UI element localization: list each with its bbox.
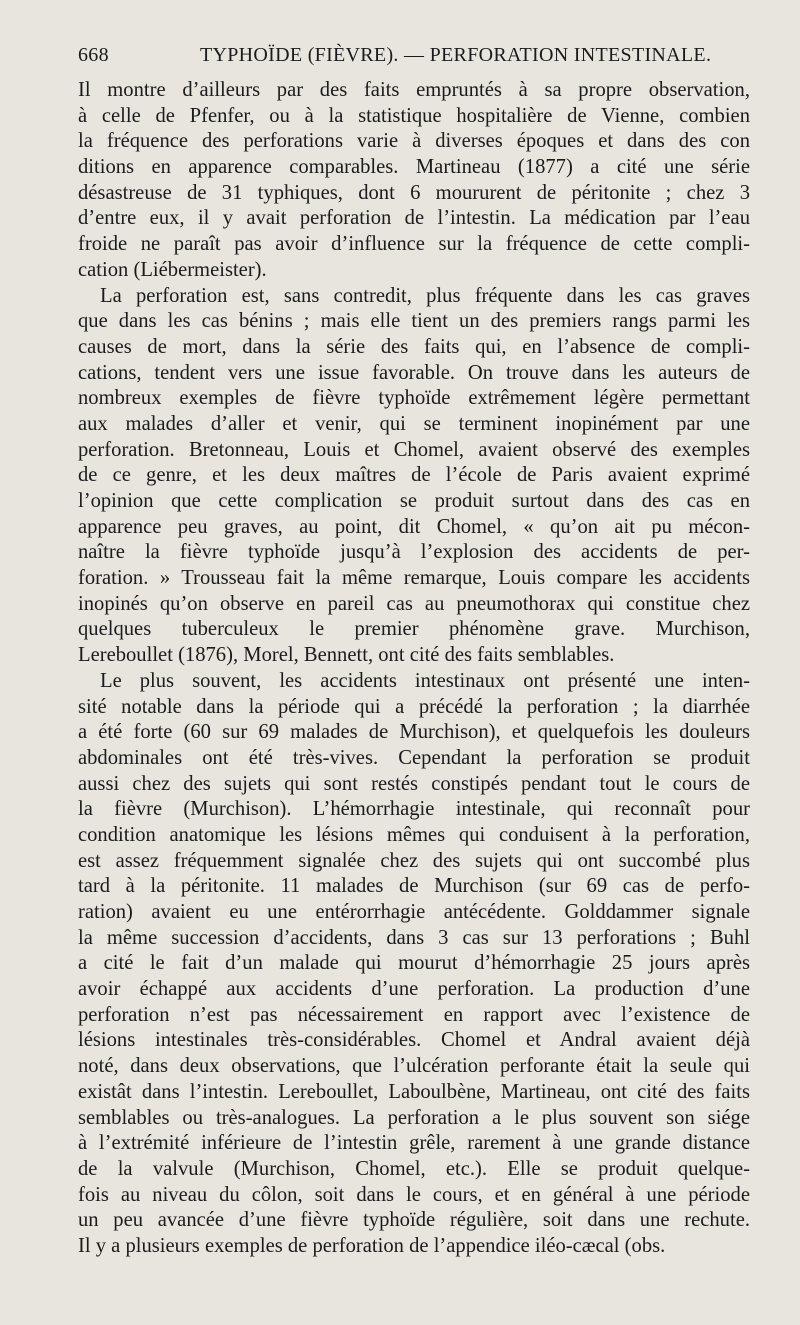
text-line: la fréquence des perforations varie à diverses époques et dans des con — [78, 130, 750, 153]
text-line: la fièvre (Murchison). L’hémorrhagie intestinale, qui reconnaît pour — [78, 798, 750, 821]
text-line: condition anatomique les lésions mêmes qui conduisent à la perforation, — [78, 823, 750, 846]
text-line: à l’extrémité inférieure de l’intestin grêle, rarement à une grande distance — [78, 1132, 750, 1155]
text-line: sité notable dans la période qui a précédé la perforation ; la diarrhée — [78, 695, 750, 718]
text-line: aux malades d’aller et venir, qui se terminent inopinément par une — [78, 412, 750, 435]
paragraph — [78, 284, 750, 669]
text-line: avoir échappé aux accidents d’une perforation. La production d’une — [78, 978, 750, 1001]
text-line: ration) avaient eu une entérorrhagie antécédente. Golddammer signale — [78, 901, 750, 923]
paragraph — [78, 669, 750, 1260]
text-line: causes de mort, dans la série des faits qui, en l’absence de compli- — [78, 335, 750, 358]
text-line: naître la fièvre typhoïde jusqu’à l’explosion des accidents de per- — [78, 541, 750, 564]
text-line: l’opinion que cette complication se produit surtout dans des cas en — [78, 490, 750, 512]
text-line: abdominales ont été très-vives. Cependant la perforation se produit — [78, 746, 750, 769]
text-line: fois au niveau du côlon, soit dans le cours, et en général à une période — [78, 1183, 750, 1206]
text-line: existât dans l’intestin. Lereboullet, Laboulbène, Martineau, ont cité des faits — [78, 1080, 750, 1103]
text-line: désastreuse de 31 typhiques, dont 6 moururent de péritonite ; chez 3 — [78, 181, 750, 204]
text-line: Le plus souvent, les accidents intestinaux ont présenté une inten- — [100, 669, 750, 692]
text-line: foration. » Trousseau fait la même remarque, Louis compare les accidents — [78, 567, 750, 590]
text-line: a cité le fait d’un malade qui mourut d’hémorrhagie 25 jours après — [78, 952, 750, 975]
text-line: Il montre d’ailleurs par des faits empruntés à sa propre observation, — [78, 79, 750, 101]
text-line: Il y a plusieurs exemples de perforation de l’appendice iléo-cæcal (obs. — [78, 1234, 666, 1257]
text-line: aussi chez des sujets qui sont restés constipés pendant tout le cours de — [78, 772, 750, 795]
text-line: La perforation est, sans contredit, plus fréquente dans les cas graves — [100, 284, 750, 307]
text-line: Lereboullet (1876), Morel, Bennett, ont cité des faits semblables. — [78, 644, 615, 667]
running-header — [78, 44, 750, 78]
text-line: à celle de Pfenfer, ou à la statistique hospitalière de Vienne, combien — [78, 104, 750, 127]
text-line: de la valvule (Murchison, Chomel, etc.). Elle se produit quelque- — [78, 1157, 750, 1180]
text-line: a été forte (60 sur 69 malades de Murchison), et quelquefois les douleurs — [78, 721, 750, 744]
text-line: cations, tendent vers une issue favorable. On trouve dans les auteurs de — [78, 361, 750, 384]
text-line: d’entre eux, il y avait perforation de l’intestin. La médication par l’eau — [78, 207, 750, 230]
page-number: 668 — [78, 44, 109, 66]
text-line: tard à la péritonite. 11 malades de Murchison (sur 69 cas de perfo- — [78, 875, 750, 898]
text-line: la même succession d’accidents, dans 3 cas sur 13 perforations ; Buhl — [78, 926, 750, 949]
text-line: lésions intestinales très-considérables. Chomel et Andral avaient déjà — [78, 1029, 750, 1052]
text-line: inopinés qu’on observe en pareil cas au pneumothorax qui constitue chez — [78, 592, 750, 615]
text-line: froide ne paraît pas avoir d’influence sur la fréquence de cette compli- — [78, 233, 750, 256]
text-line: perforation n’est pas nécessairement en rapport avec l’existence de — [78, 1003, 750, 1026]
text-line: semblables ou très-analogues. La perforation a le plus souvent son siége — [78, 1106, 750, 1129]
text-line: apparence peu graves, au point, dit Chomel, « qu’on ait pu mécon- — [78, 515, 750, 538]
text-line: cation (Liébermeister). — [78, 258, 267, 281]
text-line: noté, dans deux observations, que l’ulcération perforante était la seule qui — [78, 1055, 750, 1078]
text-line: perforation. Bretonneau, Louis et Chomel, avaient observé des exemples — [78, 438, 750, 461]
paragraph — [78, 78, 750, 284]
text-line: un peu avancée d’une fièvre typhoïde régulière, soit dans une rechute. — [78, 1209, 750, 1232]
text-line: nombreux exemples de fièvre typhoïde extrêmement légère permettant — [78, 387, 750, 410]
text-line: ditions en apparence comparables. Martineau (1877) a cité une série — [78, 156, 750, 179]
text-line: de ce genre, et les deux maîtres de l’école de Paris avaient exprimé — [78, 464, 750, 487]
text-line: est assez fréquemment signalée chez des sujets qui ont succombé plus — [78, 849, 750, 872]
running-title: TYPHOÏDE (FIÈVRE). — PERFORATION INTESTINALE. — [200, 44, 712, 66]
text-line: quelques tuberculeux le premier phénomène grave. Murchison, — [78, 618, 750, 641]
body-text — [78, 78, 750, 1260]
text-line: que dans les cas bénins ; mais elle tient un des premiers rangs parmi les — [78, 310, 750, 333]
